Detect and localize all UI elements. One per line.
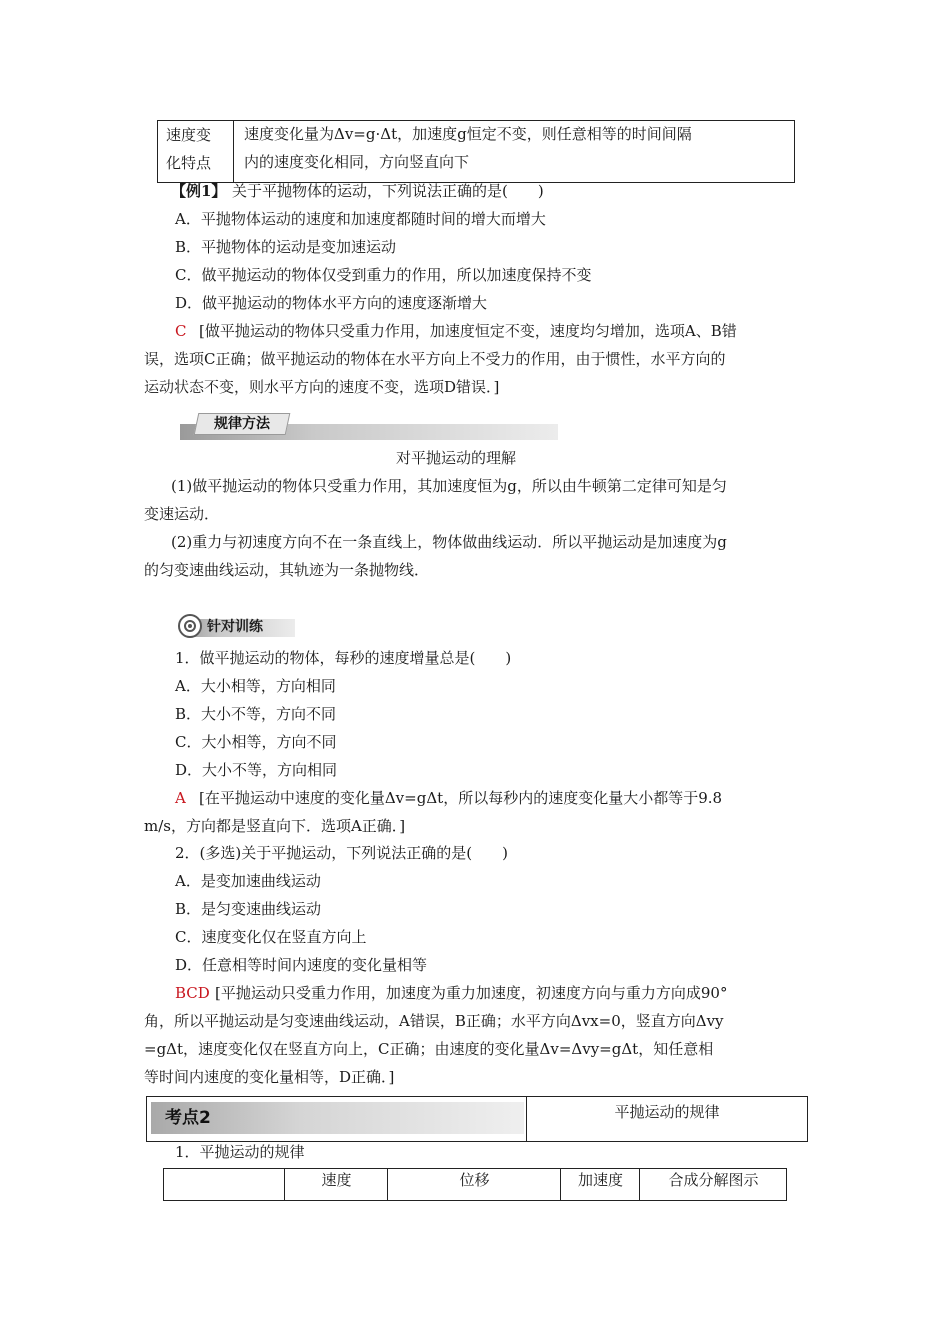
rules-header-acceleration: 加速度 (560, 1169, 640, 1200)
table-label-cell (158, 121, 234, 182)
q1-explanation-line1: [在平抛运动中速度的变化量Δv=gΔt，所以每秒内的速度变化量大小都等于9.8 (199, 789, 723, 807)
method-banner-label: 规律方法 (194, 413, 291, 435)
target-icon (178, 614, 202, 638)
q2-option-c: C．速度变化仅在竖直方向上 (175, 928, 367, 946)
method-line1: (1)做平抛运动的物体只受重力作用，其加速度恒为g，所以由牛顿第二定律可知是匀 (171, 477, 727, 495)
q2-explanation-line2: 角，所以平抛运动是匀变速曲线运动，A错误，B正确；水平方向Δvx=0，竖直方向Δvy (144, 1012, 724, 1030)
kaodian-label: 考点2 (165, 1108, 211, 1128)
q2-option-a: A．是变加速曲线运动 (175, 872, 321, 890)
example-explanation-line1: [做平抛运动的物体只受重力作用，加速度恒定不变，速度均匀增加，选项A、B错 (199, 322, 737, 340)
q1-answer: A (175, 789, 186, 807)
example-option-b: B．平抛物体的运动是变加速运动 (175, 238, 397, 256)
example-option-a: A．平抛物体运动的速度和加速度都随时间的增大而增大 (175, 210, 546, 228)
rules-header-displacement: 位移 (387, 1169, 561, 1200)
q2-option-b: B．是匀变速曲线运动 (175, 900, 322, 918)
speed-change-table (157, 120, 795, 183)
q1-option-d: D．大小不等，方向相同 (175, 761, 338, 779)
q2-explanation-line3: =gΔt，速度变化仅在竖直方向上，C正确；由速度的变化量Δv=Δvy=gΔt，知任意相 (144, 1040, 714, 1058)
training-banner-label: 针对训练 (207, 619, 263, 635)
q2-question: 2．(多选)关于平抛运动，下列说法正确的是( ) (175, 844, 508, 862)
example-option-d: D．做平抛运动的物体水平方向的速度逐渐增大 (175, 294, 488, 312)
q2-option-d: D．任意相等时间内速度的变化量相等 (175, 956, 428, 974)
q2-explanation-line4: 等时间内速度的变化量相等，D正确．] (144, 1068, 395, 1086)
q1-option-a: A．大小相等，方向相同 (175, 677, 336, 695)
table-label-line2: 化特点 (166, 154, 212, 172)
rules-header-velocity: 速度 (284, 1169, 388, 1200)
rules-header-diagram: 合成分解图示 (639, 1169, 787, 1200)
method-line2: 变速运动． (144, 505, 220, 523)
q2-answer: BCD (175, 984, 210, 1002)
example-option-c: C．做平抛运动的物体仅受到重力的作用，所以加速度保持不变 (175, 266, 592, 284)
table-content-line2: 内的速度变化相同，方向竖直向下 (244, 153, 470, 171)
q2-explanation-line1: [平抛运动只受重力作用，加速度为重力加速度，初速度方向与重力方向成90° (215, 984, 728, 1002)
q1-option-b: B．大小不等，方向不同 (175, 705, 337, 723)
rules-header-blank (164, 1169, 284, 1200)
kaodian-title: 平抛运动的规律 (614, 1103, 720, 1121)
example-explanation-line3: 运动状态不变，则水平方向的速度不变，选项D错误．] (144, 378, 500, 396)
table-label-line1: 速度变 (166, 126, 212, 144)
q1-explanation-line2: m/s，方向都是竖直向下．选项A正确．] (144, 817, 406, 835)
q1-question: 1．做平抛运动的物体，每秒的速度增量总是( ) (175, 649, 512, 667)
table-content-line1: 速度变化量为Δv=g·Δt，加速度g恒定不变，则任意相等的时间间隔 (244, 125, 692, 143)
example-title: 【例1】 (171, 182, 227, 200)
method-subtitle: 对平抛运动的理解 (396, 449, 517, 467)
section-heading: 1．平抛运动的规律 (175, 1143, 305, 1161)
method-line3: (2)重力与初速度方向不在一条直线上，物体做曲线运动．所以平抛运动是加速度为g (171, 533, 727, 551)
method-line4: 的匀变速曲线运动，其轨迹为一条抛物线． (144, 561, 430, 579)
kaodian-banner (151, 1102, 524, 1134)
example-explanation-line2: 误，选项C正确；做平抛运动的物体在水平方向上不受力的作用，由于惯性，水平方向的 (144, 350, 726, 368)
rules-table-header (163, 1168, 787, 1201)
example-answer: C (175, 322, 187, 340)
q1-option-c: C．大小相等，方向不同 (175, 733, 337, 751)
kaodian-box (146, 1096, 808, 1142)
example-question: 关于平抛物体的运动，下列说法正确的是( ) (232, 182, 544, 200)
